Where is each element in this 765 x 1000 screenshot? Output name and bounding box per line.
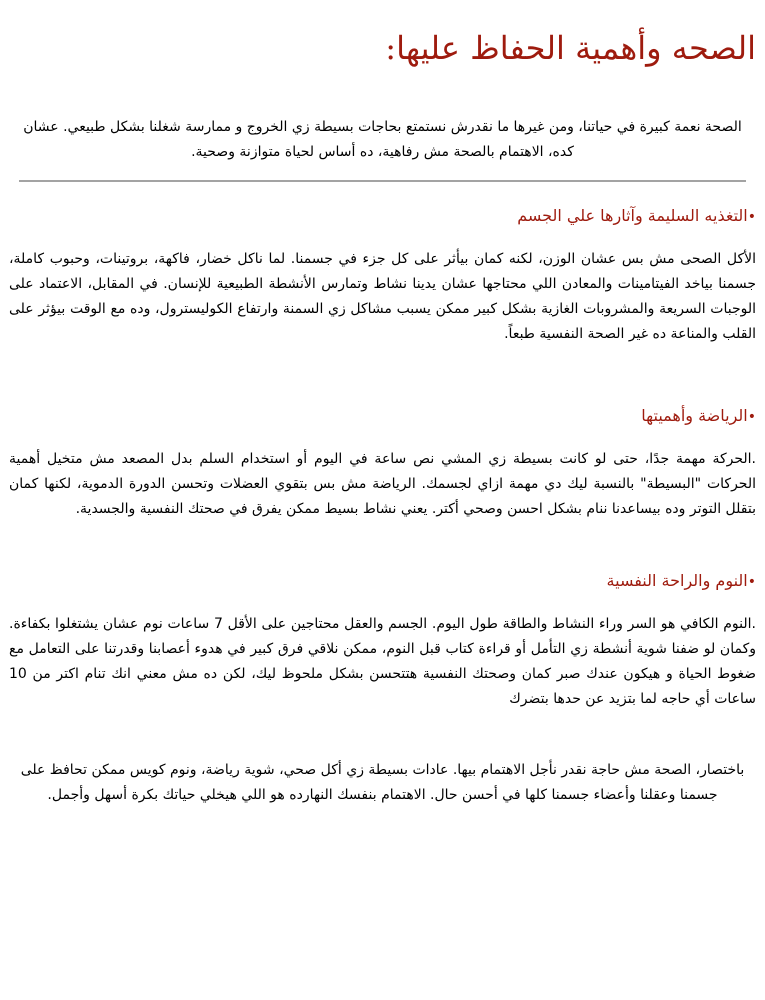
bullet-icon: •: [747, 409, 756, 425]
conclusion-paragraph: باختصار، الصحة مش حاجة نقدر نأجل الاهتمام بيها. عادات بسيطة زي أكل صحي، شوية رياضة، ونوم كويس ممكن تحافظ على جسمنا وعقلنا وأعضاء جسمنا كلها في أحسن حال. الاهتمام بنفسك النهارده هو اللي هيخلي حياتك بكرة أسهل وأجمل.: [20, 762, 745, 803]
section-heading-exercise: [9, 404, 756, 429]
section-body-exercise: .الحركة مهمة جدًا، حتى لو كانت بسيطة زي المشي نص ساعة في اليوم أو استخدام السلم بدل المصعد مش متخيل أهمية الحركات "البسيطة" بالنسبة ليك دي مهمة ازاي لجسمك. الرياضة مش بس بتقوي العضلات وتحسن الدورة الدموية، لكنها كمان بتقلل التوتر وده بيساعدنا ننام بشكل احسن وصحي أكتر. يعني نشاط بسيط ممكن يفرق في صحتك النفسية والجسدية.: [9, 451, 756, 517]
bullet-icon: •: [747, 574, 756, 590]
section-heading-text: النوم والراحة النفسية: [606, 571, 748, 590]
section-heading-nutrition: [9, 204, 756, 229]
horizontal-divider: [19, 180, 746, 182]
page-title: الصحه وأهمية الحفاظ عليها:: [385, 29, 756, 67]
section-body-sleep: .النوم الكافي هو السر وراء النشاط والطاقة طول اليوم. الجسم والعقل محتاجين على الأقل 7 ساعات نوم عشان يشتغلوا بكفاءة. وكمان لو ضفنا شوية أنشطة زي التأمل أو قراءة كتاب قبل النوم، ممكن نلاقي فرق كبير في هدوء أعصابنا وقدرتنا على التعامل مع ضغوط الحياة و هيكون عندك صبر كمان وصحتك النفسية هتتحسن بشكل ملحوظ ليك، لكن ده مش معني انك تنام اكتر من 10 ساعات أي حاجه لما بتزيد عن حدها بتضرك: [9, 616, 756, 707]
intro-paragraph: الصحة نعمة كبيرة في حياتنا، ومن غيرها ما نقدرش نستمتع بحاجات بسيطة زي الخروج و ممارسة شغلنا بشكل طبيعي. عشان كده، الاهتمام بالصحة مش رفاهية، ده أساس لحياة متوازنة وصحية.: [23, 119, 742, 160]
section-exercise: [9, 404, 756, 522]
section-body-nutrition: الأكل الصحى مش بس عشان الوزن، لكنه كمان بيأثر على كل جزء في جسمنا. لما ناكل خضار، فاكهة، بروتينات، وحبوب كاملة، جسمنا بياخد الفيتامينات والمعادن اللي محتاجها عشان يدينا نشاط وتمارس الأنشطة الطبيعية للإنسان. في المقابل، الاعتماد على الوجبات السريعة والمشروبات الغازية بشكل كبير ممكن يسبب مشاكل زي السمنة وارتفاع الكوليسترول، وده مع الوقت بيؤثر على القلب والمناعة ده غير الصحة النفسية طبعاً.: [9, 251, 756, 342]
section-heading-text: الرياضة وأهميتها: [641, 406, 748, 425]
section-heading-sleep: [9, 569, 756, 594]
section-sleep: [9, 569, 756, 712]
section-nutrition: [9, 204, 756, 347]
section-heading-text: التغذيه السليمة وآثارها علي الجسم: [517, 206, 748, 225]
bullet-icon: •: [747, 209, 756, 225]
